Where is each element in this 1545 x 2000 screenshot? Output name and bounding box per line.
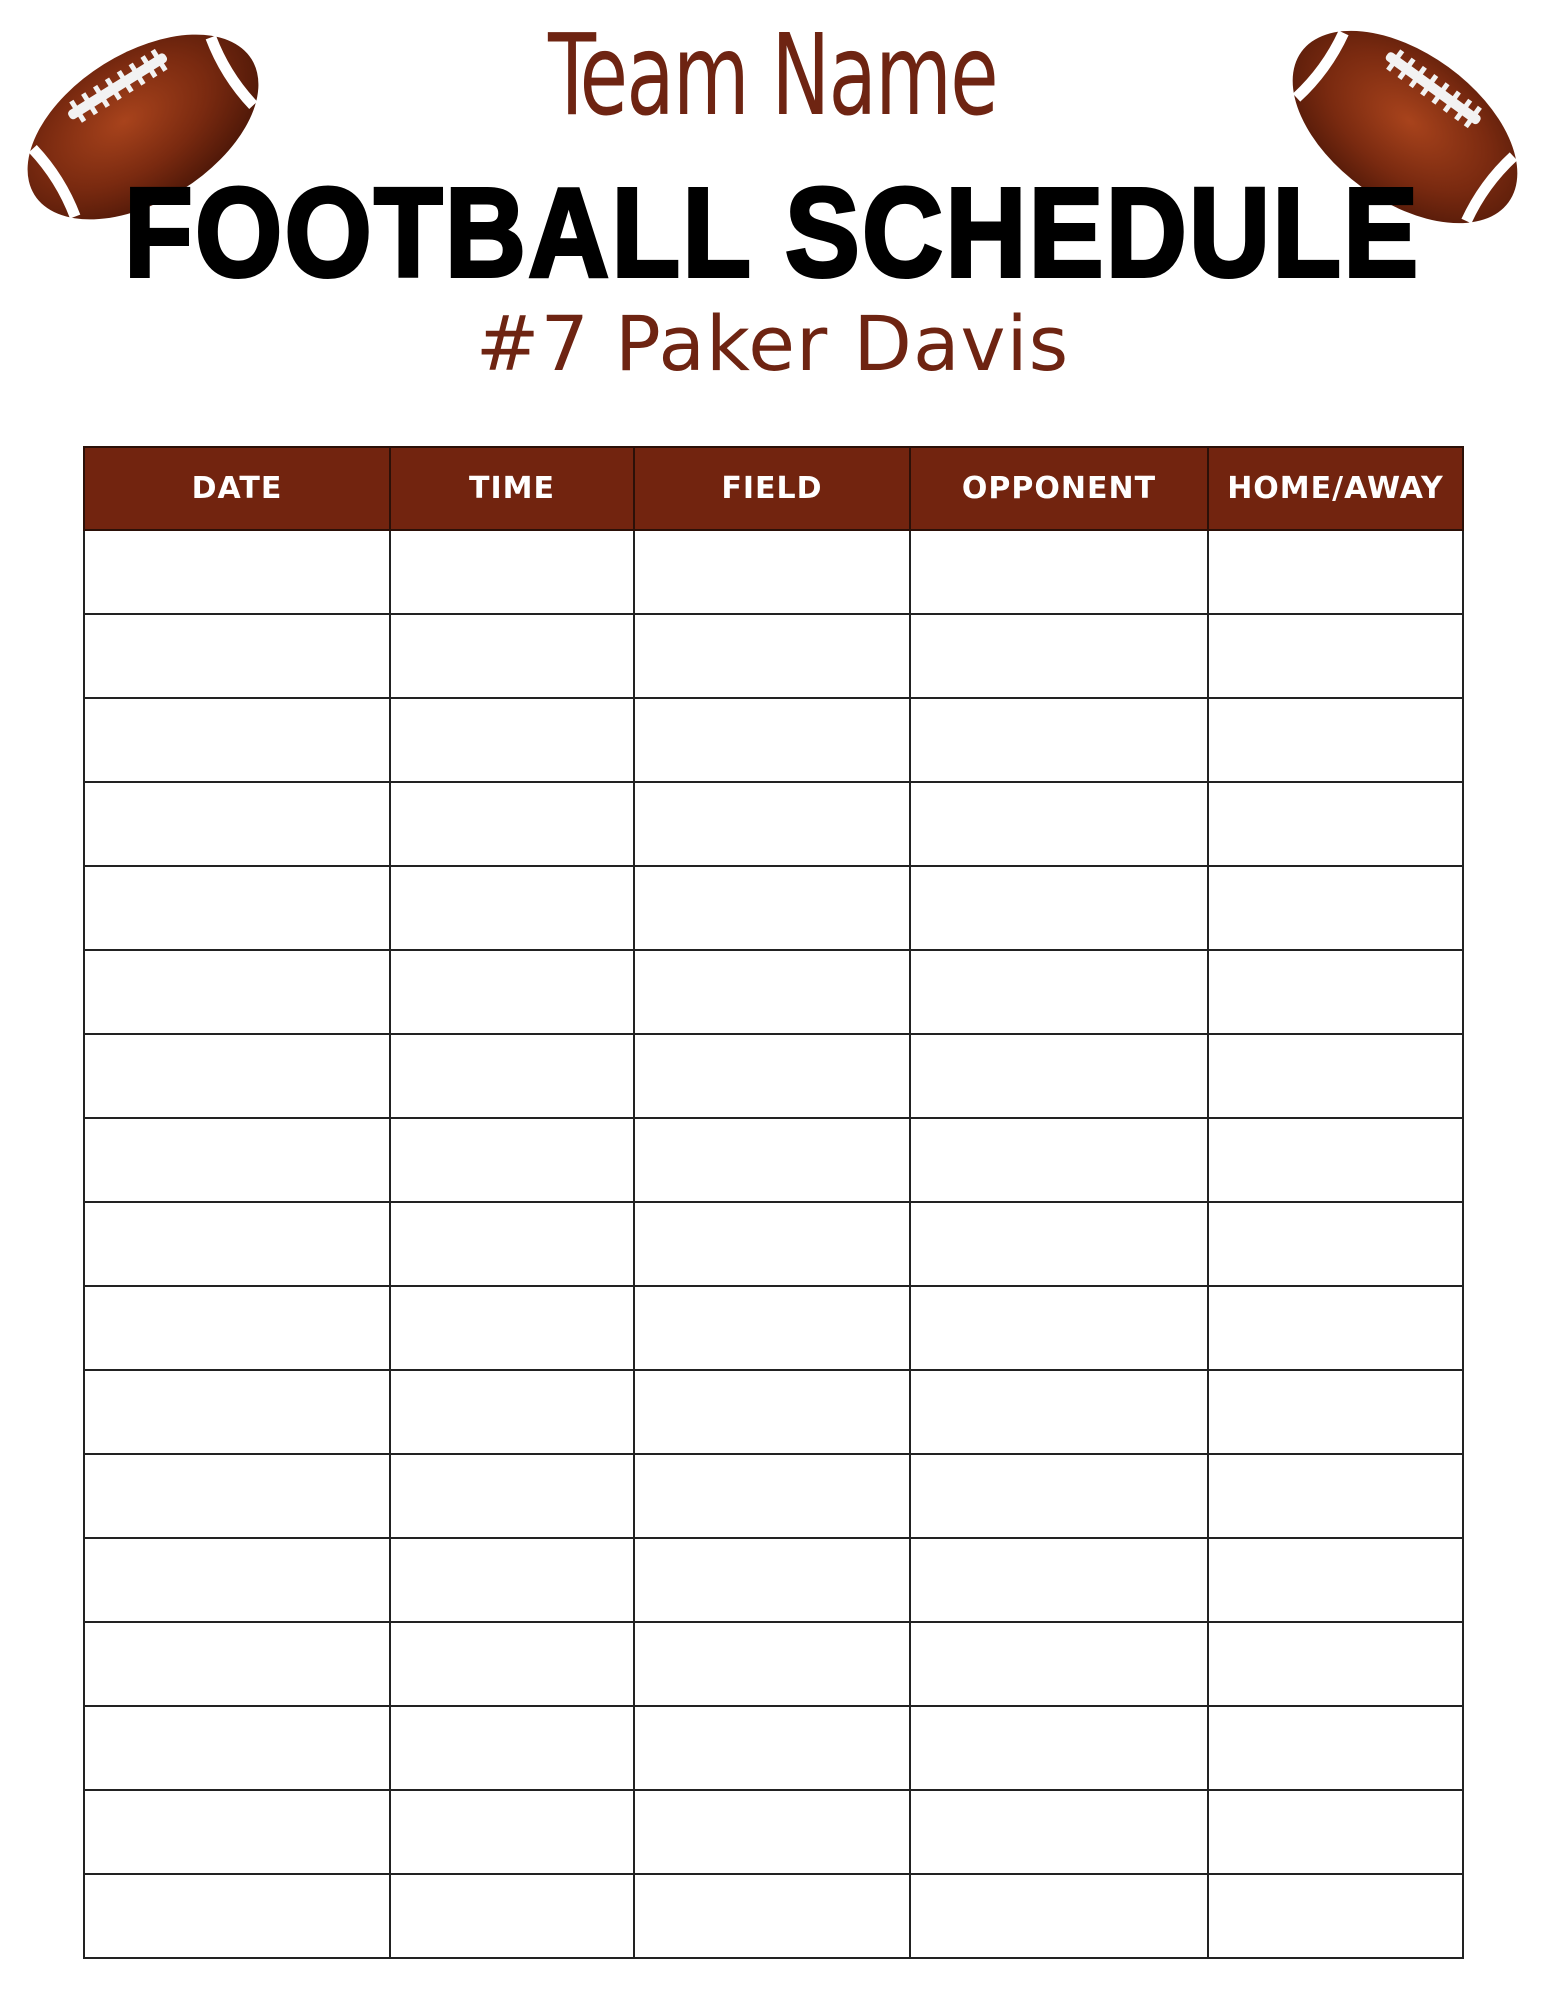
cell-opponent[interactable] (910, 866, 1208, 950)
cell-home-away[interactable] (1208, 1874, 1463, 1958)
cell-date[interactable] (84, 1202, 390, 1286)
cell-home-away[interactable] (1208, 1622, 1463, 1706)
cell-field[interactable] (634, 698, 910, 782)
table-row (84, 1622, 1463, 1706)
cell-date[interactable] (84, 698, 390, 782)
cell-home-away[interactable] (1208, 1454, 1463, 1538)
table-row (84, 530, 1463, 614)
table-row (84, 1706, 1463, 1790)
cell-opponent[interactable] (910, 1370, 1208, 1454)
column-header-home-away: HOME/AWAY (1208, 447, 1463, 530)
cell-home-away[interactable] (1208, 866, 1463, 950)
table-row (84, 1118, 1463, 1202)
cell-field[interactable] (634, 866, 910, 950)
column-header-time: TIME (390, 447, 634, 530)
cell-time[interactable] (390, 1370, 634, 1454)
cell-opponent[interactable] (910, 530, 1208, 614)
cell-opponent[interactable] (910, 1622, 1208, 1706)
cell-home-away[interactable] (1208, 530, 1463, 614)
cell-opponent[interactable] (910, 950, 1208, 1034)
cell-time[interactable] (390, 1202, 634, 1286)
cell-opponent[interactable] (910, 1874, 1208, 1958)
cell-date[interactable] (84, 782, 390, 866)
cell-date[interactable] (84, 1706, 390, 1790)
cell-date[interactable] (84, 530, 390, 614)
cell-date[interactable] (84, 1034, 390, 1118)
cell-opponent[interactable] (910, 1454, 1208, 1538)
cell-time[interactable] (390, 1286, 634, 1370)
table-row (84, 1874, 1463, 1958)
cell-date[interactable] (84, 866, 390, 950)
cell-home-away[interactable] (1208, 1034, 1463, 1118)
cell-home-away[interactable] (1208, 1370, 1463, 1454)
cell-date[interactable] (84, 1454, 390, 1538)
cell-time[interactable] (390, 1874, 634, 1958)
team-name: Team Name (547, 11, 998, 141)
cell-field[interactable] (634, 614, 910, 698)
cell-opponent[interactable] (910, 1118, 1208, 1202)
table-row (84, 950, 1463, 1034)
cell-time[interactable] (390, 950, 634, 1034)
cell-date[interactable] (84, 950, 390, 1034)
table-header-row (84, 447, 1463, 530)
cell-date[interactable] (84, 614, 390, 698)
cell-time[interactable] (390, 1790, 634, 1874)
table-row (84, 1538, 1463, 1622)
cell-home-away[interactable] (1208, 1118, 1463, 1202)
cell-field[interactable] (634, 1622, 910, 1706)
cell-date[interactable] (84, 1370, 390, 1454)
cell-opponent[interactable] (910, 1286, 1208, 1370)
cell-time[interactable] (390, 866, 634, 950)
cell-time[interactable] (390, 1454, 634, 1538)
player-name: #7 Paker Davis (475, 299, 1070, 388)
cell-time[interactable] (390, 1622, 634, 1706)
cell-time[interactable] (390, 782, 634, 866)
cell-field[interactable] (634, 782, 910, 866)
column-header-date: DATE (84, 447, 390, 530)
cell-home-away[interactable] (1208, 1286, 1463, 1370)
table-row (84, 1034, 1463, 1118)
cell-date[interactable] (84, 1622, 390, 1706)
cell-field[interactable] (634, 950, 910, 1034)
cell-field[interactable] (634, 1370, 910, 1454)
cell-time[interactable] (390, 1118, 634, 1202)
cell-home-away[interactable] (1208, 782, 1463, 866)
column-header-opponent: OPPONENT (910, 447, 1208, 530)
cell-date[interactable] (84, 1874, 390, 1958)
table-row (84, 698, 1463, 782)
cell-opponent[interactable] (910, 614, 1208, 698)
cell-field[interactable] (634, 1034, 910, 1118)
schedule-table (83, 446, 1464, 1959)
cell-opponent[interactable] (910, 1202, 1208, 1286)
cell-field[interactable] (634, 1118, 910, 1202)
table-row (84, 1454, 1463, 1538)
cell-date[interactable] (84, 1286, 390, 1370)
cell-home-away[interactable] (1208, 950, 1463, 1034)
cell-time[interactable] (390, 698, 634, 782)
cell-date[interactable] (84, 1790, 390, 1874)
table-row (84, 866, 1463, 950)
table-row (84, 1286, 1463, 1370)
cell-date[interactable] (84, 1118, 390, 1202)
cell-home-away[interactable] (1208, 1538, 1463, 1622)
cell-field[interactable] (634, 1538, 910, 1622)
cell-field[interactable] (634, 1202, 910, 1286)
column-header-field: FIELD (634, 447, 910, 530)
cell-opponent[interactable] (910, 698, 1208, 782)
cell-home-away[interactable] (1208, 614, 1463, 698)
table-row (84, 1790, 1463, 1874)
cell-date[interactable] (84, 1538, 390, 1622)
table-row (84, 782, 1463, 866)
cell-time[interactable] (390, 530, 634, 614)
table-row (84, 1370, 1463, 1454)
cell-field[interactable] (634, 1874, 910, 1958)
cell-home-away[interactable] (1208, 698, 1463, 782)
cell-field[interactable] (634, 530, 910, 614)
cell-field[interactable] (634, 1790, 910, 1874)
cell-opponent[interactable] (910, 1538, 1208, 1622)
page-title: FOOTBALL SCHEDULE (124, 162, 1421, 304)
table-row (84, 1202, 1463, 1286)
cell-time[interactable] (390, 1034, 634, 1118)
schedule-body (84, 530, 1463, 1958)
table-row (84, 614, 1463, 698)
cell-time[interactable] (390, 1706, 634, 1790)
cell-opponent[interactable] (910, 1790, 1208, 1874)
cell-home-away[interactable] (1208, 1202, 1463, 1286)
cell-opponent[interactable] (910, 1706, 1208, 1790)
cell-time[interactable] (390, 614, 634, 698)
cell-opponent[interactable] (910, 782, 1208, 866)
cell-time[interactable] (390, 1538, 634, 1622)
cell-home-away[interactable] (1208, 1790, 1463, 1874)
cell-home-away[interactable] (1208, 1706, 1463, 1790)
cell-field[interactable] (634, 1286, 910, 1370)
cell-opponent[interactable] (910, 1034, 1208, 1118)
cell-field[interactable] (634, 1454, 910, 1538)
cell-field[interactable] (634, 1706, 910, 1790)
